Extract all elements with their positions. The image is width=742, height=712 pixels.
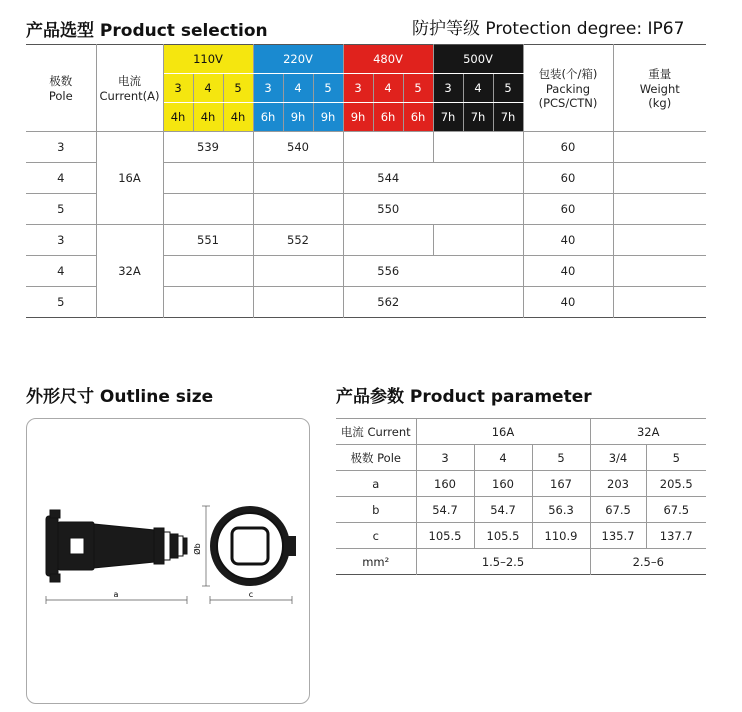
header-pole: 极数 Pole <box>26 45 96 132</box>
parameter-table <box>336 418 706 575</box>
table-row: 3 16A 539 540 60 <box>26 132 706 163</box>
header-500v: 500V <box>433 45 523 74</box>
pole-cell: 4 <box>283 74 313 103</box>
pole-cell: 4 <box>373 74 403 103</box>
pole-cell: 3 <box>343 74 373 103</box>
table-row: 3 32A 551 552 40 <box>26 225 706 256</box>
header-weight: 重量 Weight (kg) <box>639 67 680 110</box>
pole-cell: 3 <box>253 74 283 103</box>
dim-c-label: c <box>248 590 254 599</box>
pole-cell: 5 <box>403 74 433 103</box>
pole-cell: 4 <box>463 74 493 103</box>
selection-title: 产品选型 Product selection <box>26 21 268 41</box>
current-16a: 16A <box>96 132 163 225</box>
header-480v: 480V <box>343 45 433 74</box>
table-row: 4 544 60 <box>26 163 706 194</box>
hour-cell: 7h <box>463 103 493 132</box>
pole-cell: 5 <box>223 74 253 103</box>
table-row: b 54.7 54.7 56.3 67.5 67.5 <box>336 497 706 523</box>
pole-cell: 4 <box>193 74 223 103</box>
hour-cell: 9h <box>313 103 343 132</box>
pole-cell: 3 <box>163 74 193 103</box>
table-row: 5 562 40 <box>26 287 706 318</box>
hour-cell: 9h <box>343 103 373 132</box>
protection-degree: 防护等级 Protection degree: IP67 <box>412 19 685 39</box>
hour-cell: 7h <box>493 103 523 132</box>
pole-cell: 5 <box>313 74 343 103</box>
header-110v: 110V <box>163 45 253 74</box>
table-row: 极数 Pole 3 4 5 3/4 5 <box>336 445 706 471</box>
hour-cell: 6h <box>373 103 403 132</box>
header-packing: 包装(个/箱) Packing (PCS/CTN) <box>523 45 613 132</box>
table-row: mm² 1.5–2.5 2.5–6 <box>336 549 706 575</box>
outline-title: 外形尺寸 Outline size <box>26 387 214 407</box>
dim-a-label: a <box>113 590 119 599</box>
hour-cell: 4h <box>193 103 223 132</box>
hour-cell: 4h <box>163 103 193 132</box>
hour-cell: 6h <box>253 103 283 132</box>
table-row: c 105.5 105.5 110.9 135.7 137.7 <box>336 523 706 549</box>
hour-cell: 9h <box>283 103 313 132</box>
table-row: 5 550 60 <box>26 194 706 225</box>
plug-front-view <box>210 506 296 586</box>
pole-cell: 5 <box>493 74 523 103</box>
hour-cell: 4h <box>223 103 253 132</box>
plug-side-view <box>46 510 187 582</box>
current-32a: 32A <box>96 225 163 318</box>
hour-cell: 7h <box>433 103 463 132</box>
table-row: 电流 Current 16A 32A <box>336 419 706 445</box>
header-220v: 220V <box>253 45 343 74</box>
dim-b-label: Øb <box>193 543 202 555</box>
selection-table <box>26 44 706 318</box>
table-row: a 160 160 167 203 205.5 <box>336 471 706 497</box>
parameter-title: 产品参数 Product parameter <box>336 387 592 407</box>
hour-cell: 6h <box>403 103 433 132</box>
pole-cell: 3 <box>433 74 463 103</box>
header-current: 电流 Current(A) <box>96 45 163 132</box>
table-row: 4 556 40 <box>26 256 706 287</box>
outline-drawing <box>26 418 308 702</box>
